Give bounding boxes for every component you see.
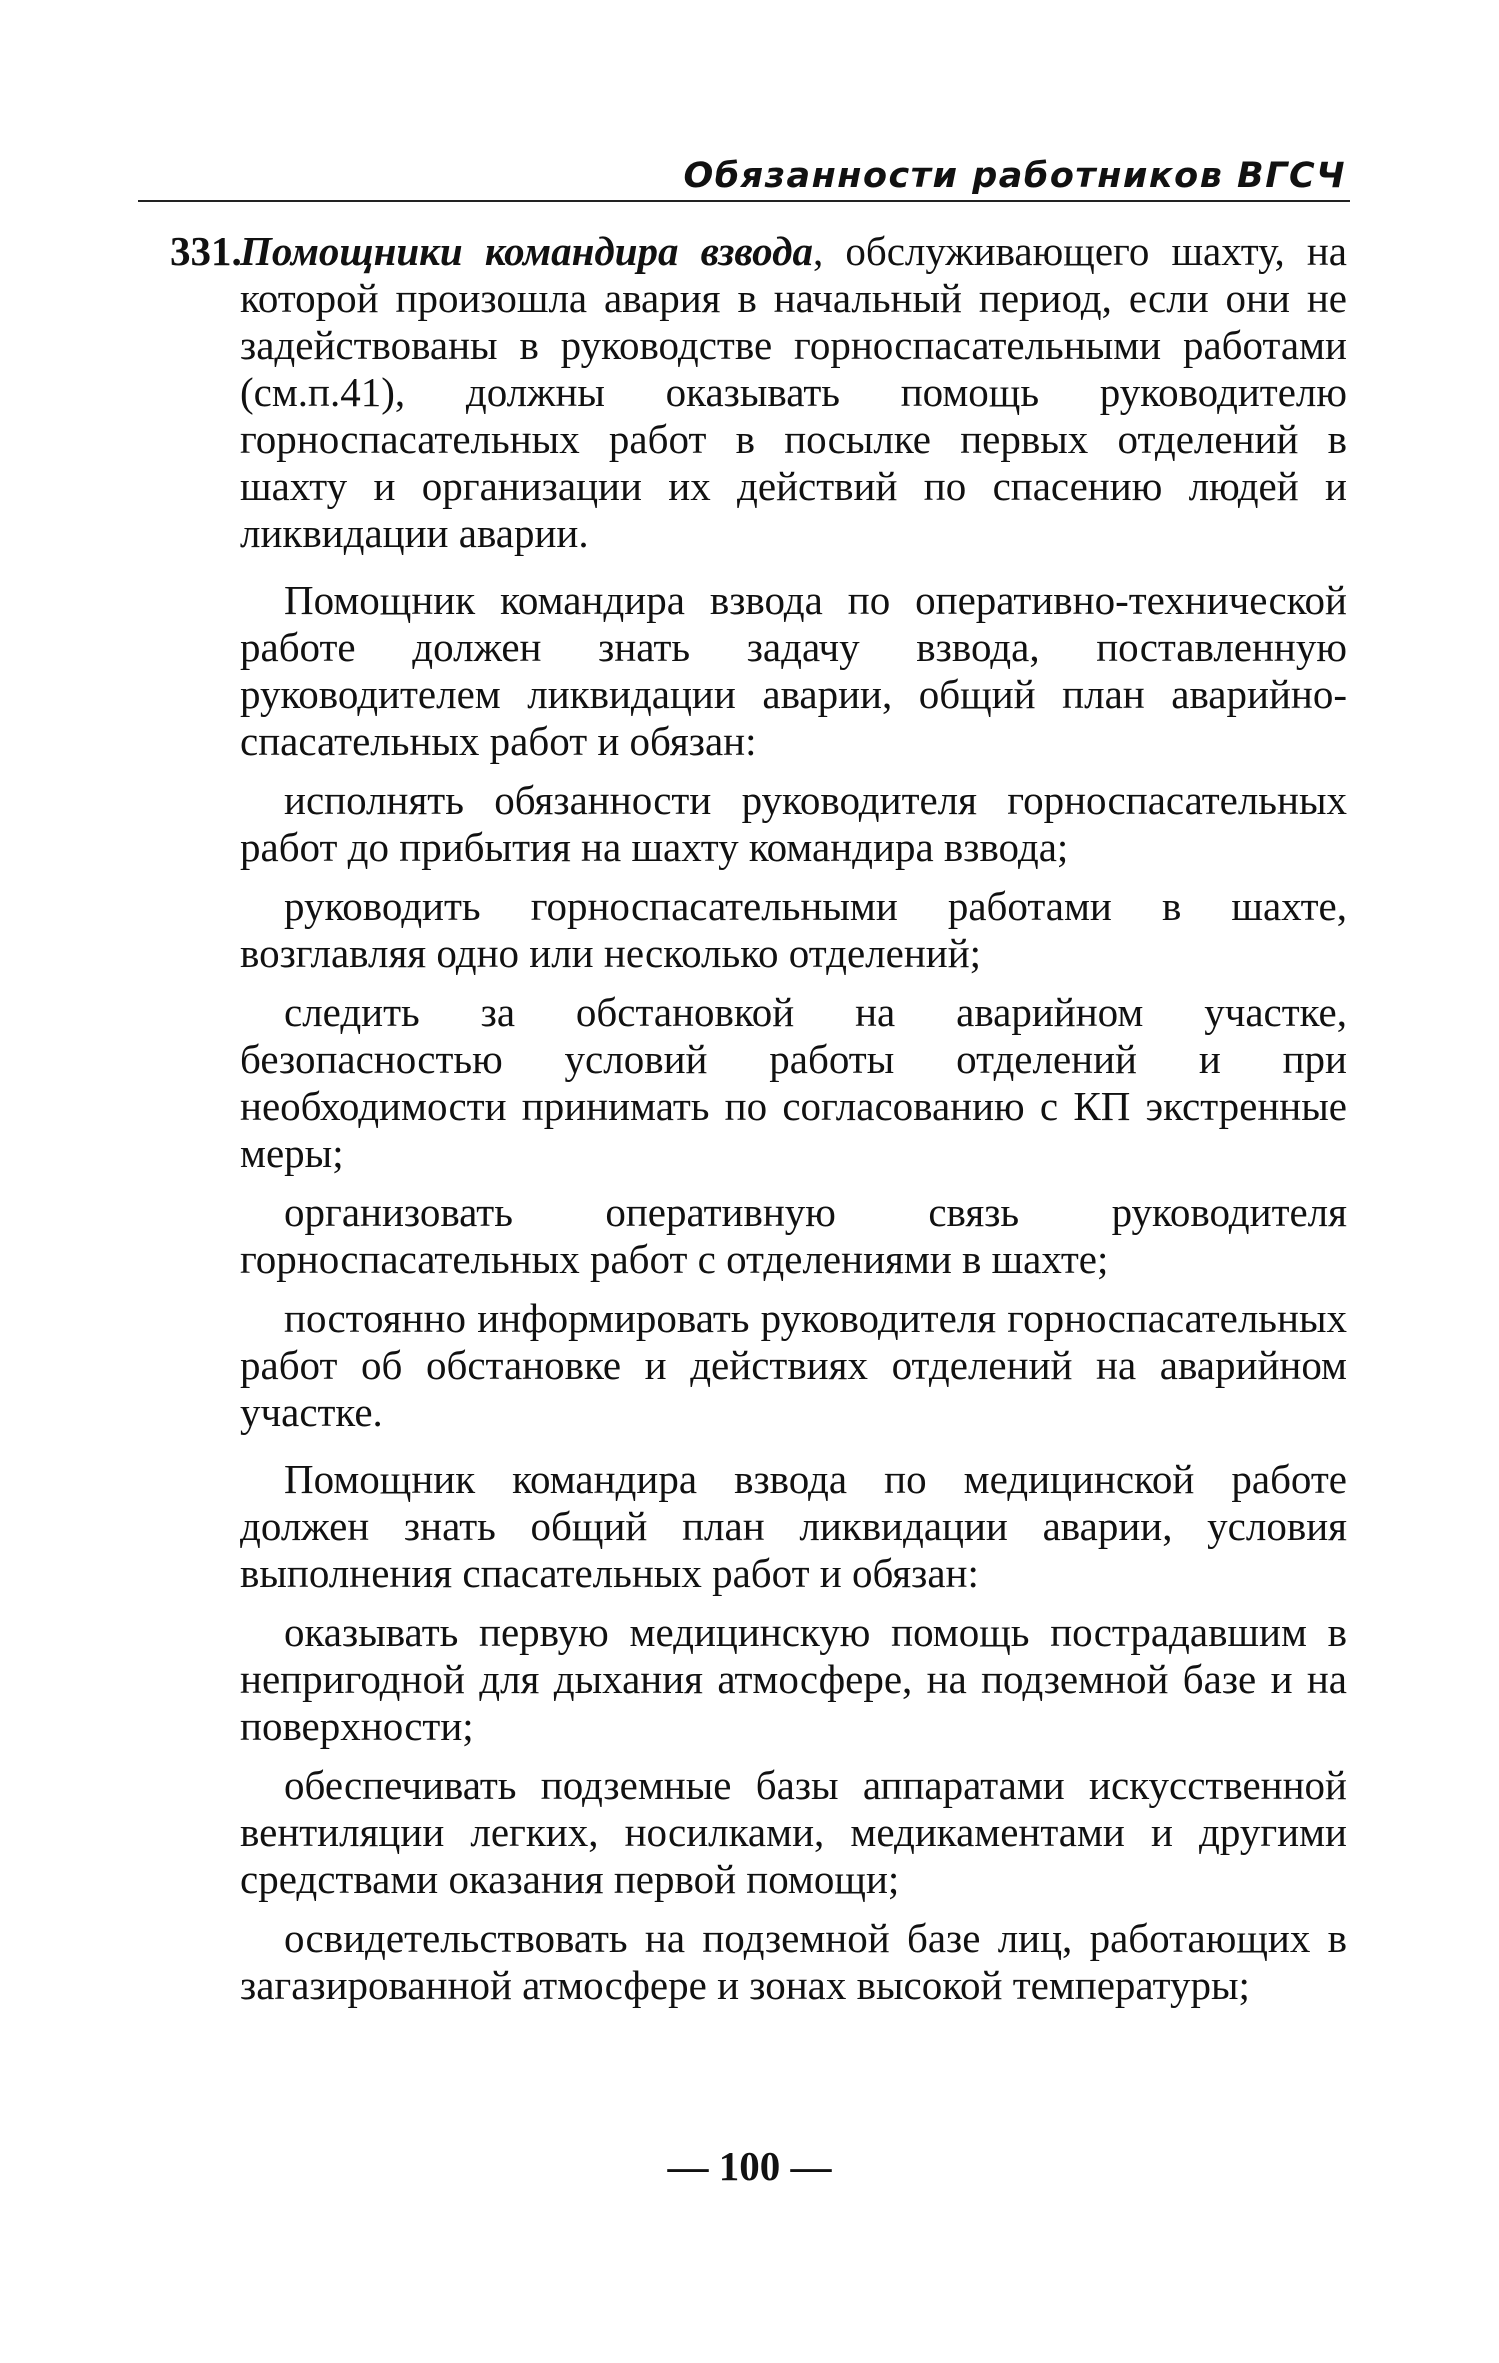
duty-item: освидетельствовать на подземной базе лиц, работающих в загазированной атмосфере и зонах высокой температуры; <box>240 1915 1347 2008</box>
duty-item: следить за обстановкой на аварийном участке, безопасностью условий работы отделений и при необходимости принимать по согласованию с КП экстренные меры; <box>240 989 1347 1176</box>
paragraph-medical-duties: Помощник командира взвода по медицинской работе должен знать общий план ликвидации аварии, условия выполнения спасательных работ и обязан: <box>240 1456 1347 1596</box>
paragraph-operative-duties: Помощник командира взвода по оперативно-технической работе должен знать задачу взвода, поставленную руководителем ликвидации аварии, общий план аварийно-спасательных работ и обязан: <box>240 577 1347 764</box>
section-331-intro <box>170 228 1347 557</box>
duty-item: постоянно информировать руководителя горноспасательных работ об обстановке и действиях отделений на аварийном участке. <box>240 1295 1347 1435</box>
page-number: — 100 — <box>667 2143 832 2189</box>
page-body <box>170 228 1347 2009</box>
duty-item: оказывать первую медицинскую помощь пострадавшим в непригодной для дыхания атмосфере, на подземной базе и на поверхности; <box>240 1609 1347 1749</box>
duty-item: руководить горноспасательными работами в шахте, возглавляя одно или несколько отделений; <box>240 883 1347 976</box>
duty-item: обеспечивать подземные базы аппаратами искусственной вентиляции легких, носилками, медикаментами и другими средствами оказания первой помощи; <box>240 1762 1347 1902</box>
running-title: Обязанности работников ВГСЧ <box>683 156 1346 196</box>
duty-item: организовать оперативную связь руководителя горноспасательных работ с отделениями в шахте; <box>240 1189 1347 1282</box>
section-number: 331. <box>170 228 242 274</box>
section-lead: Помощники командира взвода <box>240 228 813 274</box>
running-header <box>138 148 1350 202</box>
section-intro-text: , обслуживающего шахту, на которой произошла авария в начальный период, если они не задействованы в руководстве горноспасательными работами (см.п.41), должны оказывать помощь руководителю горноспасательных работ в посылке первых отделений в шахту и организации их действий по спасению людей и ликвидации аварии. <box>240 228 1347 556</box>
duty-item: исполнять обязанности руководителя горноспасательных работ до прибытия на шахту командира взвода; <box>240 777 1347 870</box>
